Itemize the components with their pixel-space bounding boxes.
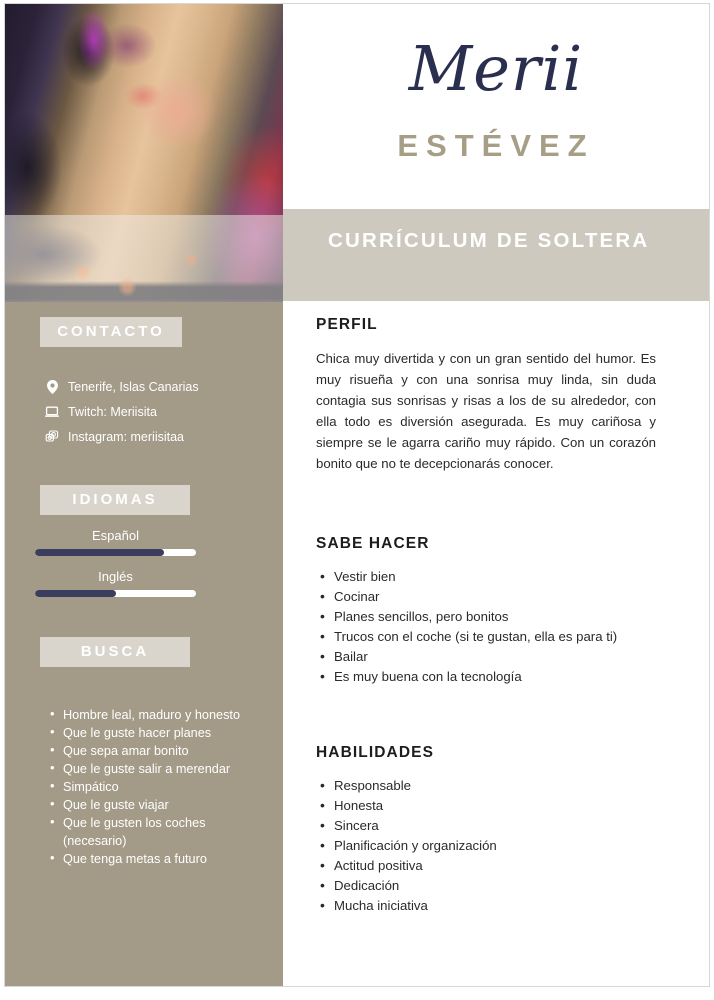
instagram-icon [45, 430, 59, 444]
profile-photo-overlay [5, 215, 283, 302]
list-item: • Hombre leal, maduro y honesto [63, 706, 258, 724]
language-label: Español [92, 528, 139, 543]
list-item: • Que le guste salir a merendar [63, 760, 258, 778]
section-sabe-hacer [316, 535, 656, 687]
language-item-ingles [35, 569, 196, 597]
laptop-icon [45, 405, 59, 419]
page-title-first-name: Merii [408, 32, 584, 105]
language-item-espanol [35, 528, 196, 556]
sidebar [5, 4, 283, 986]
section-title-habilidades: HABILIDADES [316, 744, 435, 761]
section-title-sabe-hacer: SABE HACER [316, 535, 430, 552]
contact-item-twitch-label: Twitch: Meriisita [68, 404, 157, 419]
language-level-track [35, 590, 196, 597]
list-item: • Actitud positiva [334, 856, 656, 876]
list-item: • Trucos con el coche (si te gustan, ella es para ti) [334, 627, 656, 647]
contact-item-location-label: Tenerife, Islas Canarias [68, 379, 199, 394]
title-band [283, 209, 709, 301]
list-item: • Cocinar [334, 587, 656, 607]
title-band-text: CURRÍCULUM DE SOLTERA [328, 229, 650, 252]
language-level-fill [35, 549, 164, 556]
list-item: • Es muy buena con la tecnología [334, 667, 656, 687]
location-pin-icon [45, 380, 59, 394]
section-habilidades [316, 744, 656, 916]
list-item: • Que le guste hacer planes [63, 724, 258, 742]
sabe-hacer-list [316, 567, 656, 687]
main-column [283, 4, 709, 986]
section-heading-contacto: CONTACTO [40, 317, 182, 347]
profile-photo [5, 4, 283, 302]
list-item: • Planes sencillos, pero bonitos [334, 607, 656, 627]
section-title-perfil: PERFIL [316, 316, 378, 333]
page-title-surname: ESTÉVEZ [397, 128, 595, 163]
list-item: • Simpático [63, 778, 258, 796]
list-item: • Planificación y organización [334, 836, 656, 856]
list-item: • Honesta [334, 796, 656, 816]
language-label: Inglés [98, 569, 133, 584]
busca-list [47, 706, 258, 868]
list-item: • Dedicación [334, 876, 656, 896]
contact-item-twitch[interactable] [45, 399, 275, 424]
list-item: • Sincera [334, 816, 656, 836]
list-item: • Que sepa amar bonito [63, 742, 258, 760]
page-frame [5, 4, 709, 986]
language-level-fill [35, 590, 116, 597]
list-item: • Que tenga metas a futuro [63, 850, 258, 868]
list-item: • Vestir bien [334, 567, 656, 587]
language-level-track [35, 549, 196, 556]
list-item: • Mucha iniciativa [334, 896, 656, 916]
section-heading-idiomas: IDIOMAS [40, 485, 190, 515]
list-item: • Que le gusten los coches (necesario) [63, 814, 258, 850]
habilidades-list [316, 776, 656, 916]
contact-item-location[interactable] [45, 374, 275, 399]
list-item: • Bailar [334, 647, 656, 667]
list-item: • Responsable [334, 776, 656, 796]
section-heading-busca: BUSCA [40, 637, 190, 667]
contact-item-instagram-label: Instagram: meriisitaa [68, 429, 185, 444]
section-perfil [316, 316, 656, 474]
contact-list [45, 374, 275, 449]
contact-item-instagram[interactable] [45, 424, 275, 449]
list-item: • Que le guste viajar [63, 796, 258, 814]
perfil-paragraph: Chica muy divertida y con un gran sentido del humor. Es muy risueña y con una sonrisa muy linda, sin duda contagia sus sonrisas y risas a los de su alrededor, con ella todo es diversión asegurada. Es muy cariñosa y siempre se le agarra cariño muy rápido. Con un corazón bonito que no te decepcionarás conocer. [316, 351, 656, 471]
